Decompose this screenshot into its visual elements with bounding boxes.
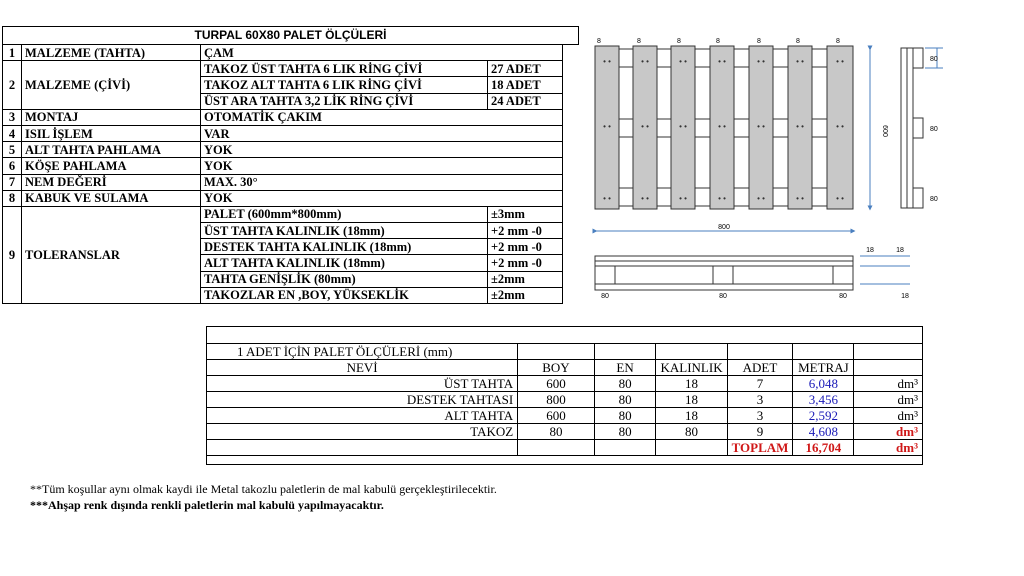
dims-table [207,343,922,456]
svg-text:• •: • • [603,122,611,131]
total-value: 16,704 [793,440,854,456]
svg-text:8: 8 [757,38,761,45]
svg-text:• •: • • [718,57,726,66]
svg-text:80: 80 [601,293,609,300]
table-row: 4 ISIL İŞLEM VAR [3,125,563,141]
table-row: 8 KABUK VE SULAMA YOK [3,190,563,206]
svg-text:• •: • • [679,122,687,131]
svg-text:18: 18 [866,247,874,254]
table-row: ALT TAHTA KALINLIK (18mm) +2 mm -0 [3,255,563,271]
note-2: ***Ahşap renk dışında renkli paletlerin mal kabulü yapılmayacaktır. [30,498,384,512]
svg-text:• •: • • [836,122,844,131]
table-row: 6 KÖŞE PAHLAMA YOK [3,158,563,174]
table-row: TAKOZLAR EN ,BOY, YÜKSEKLİK ±2mm [3,287,563,303]
table-row: 1 ADET İÇİN PALET ÖLÇÜLERİ (mm) [207,344,922,360]
table-row: 7 NEM DEĞERİ MAX. 30° [3,174,563,190]
svg-text:8: 8 [716,38,720,45]
table-row: NEVİ BOY EN KALINLIK ADET METRAJ [207,360,922,376]
svg-text:• •: • • [796,122,804,131]
note-1: **Tüm koşullar aynı olmak kaydi ile Metal takozlu paletlerin de mal kabulü gerçekleştirilecektir. [30,482,497,496]
svg-text:• •: • • [757,194,765,203]
svg-text:80: 80 [839,293,847,300]
svg-text:80: 80 [930,196,938,203]
total-label: TOPLAM [727,440,793,456]
svg-text:• •: • • [796,57,804,66]
table-row: TAKOZ ALT TAHTA 6 LIK RİNG ÇİVİ 18 ADET [3,77,563,93]
svg-text:• •: • • [836,194,844,203]
svg-text:• •: • • [757,122,765,131]
svg-text:• •: • • [603,57,611,66]
table-row: ÜST ARA TAHTA 3,2 LİK RİNG ÇİVİ 24 ADET [3,93,563,109]
spec-table [2,44,563,304]
svg-text:• •: • • [757,57,765,66]
svg-text:600: 600 [881,125,888,137]
front-view [595,247,910,300]
svg-text:8: 8 [836,38,840,45]
svg-text:80: 80 [930,56,938,63]
svg-text:8: 8 [637,38,641,45]
top-width-labels [597,38,840,45]
table-row: DESTEK TAHTA KALINLIK (18mm) +2 mm -0 [3,239,563,255]
svg-text:• •: • • [679,194,687,203]
table-row: ÜST TAHTA 600 80 18 7 6,048 dm³ [207,376,922,392]
table-row: 3 MONTAJ OTOMATİK ÇAKIM [3,109,563,125]
table-row: DESTEK TAHTASI 800 80 18 3 3,456 dm³ [207,392,922,408]
table-row: 5 ALT TAHTA PAHLAMA YOK [3,142,563,158]
spec-title: TURPAL 60X80 PALET ÖLÇÜLERİ [2,26,579,45]
svg-text:18: 18 [901,293,909,300]
svg-text:800: 800 [718,224,730,231]
pallet-drawing [585,36,938,321]
table-row: 1 MALZEME (TAHTA) ÇAM [3,45,563,61]
svg-text:• •: • • [679,57,687,66]
svg-text:80: 80 [930,126,938,133]
svg-text:80: 80 [719,293,727,300]
svg-text:• •: • • [836,57,844,66]
table-row: 2 MALZEME (ÇİVİ) TAKOZ ÜST TAHTA 6 LIK RİNG ÇİVİ 27 ADET [3,61,563,77]
dims-panel [206,326,923,465]
table-row: TAHTA GENİŞLİK (80mm) ±2mm [3,271,563,287]
table-row: ÜST TAHTA KALINLIK (18mm) +2 mm -0 [3,223,563,239]
svg-text:• •: • • [641,57,649,66]
table-row: 9 TOLERANSLAR PALET (600mm*800mm) ±3mm [3,206,563,222]
svg-text:• •: • • [796,194,804,203]
svg-text:• •: • • [718,122,726,131]
svg-text:• •: • • [718,194,726,203]
svg-text:18: 18 [896,247,904,254]
svg-text:• •: • • [603,194,611,203]
svg-text:• •: • • [641,122,649,131]
table-row: TAKOZ 80 80 80 9 4,608 dm³ [207,424,922,440]
side-view [901,48,943,208]
svg-text:8: 8 [597,38,601,45]
top-view [595,38,888,231]
table-row: ALT TAHTA 600 80 18 3 2,592 dm³ [207,408,922,424]
svg-text:• •: • • [641,194,649,203]
table-row: TOPLAM 16,704 dm³ [207,440,922,456]
svg-text:8: 8 [796,38,800,45]
svg-text:8: 8 [677,38,681,45]
